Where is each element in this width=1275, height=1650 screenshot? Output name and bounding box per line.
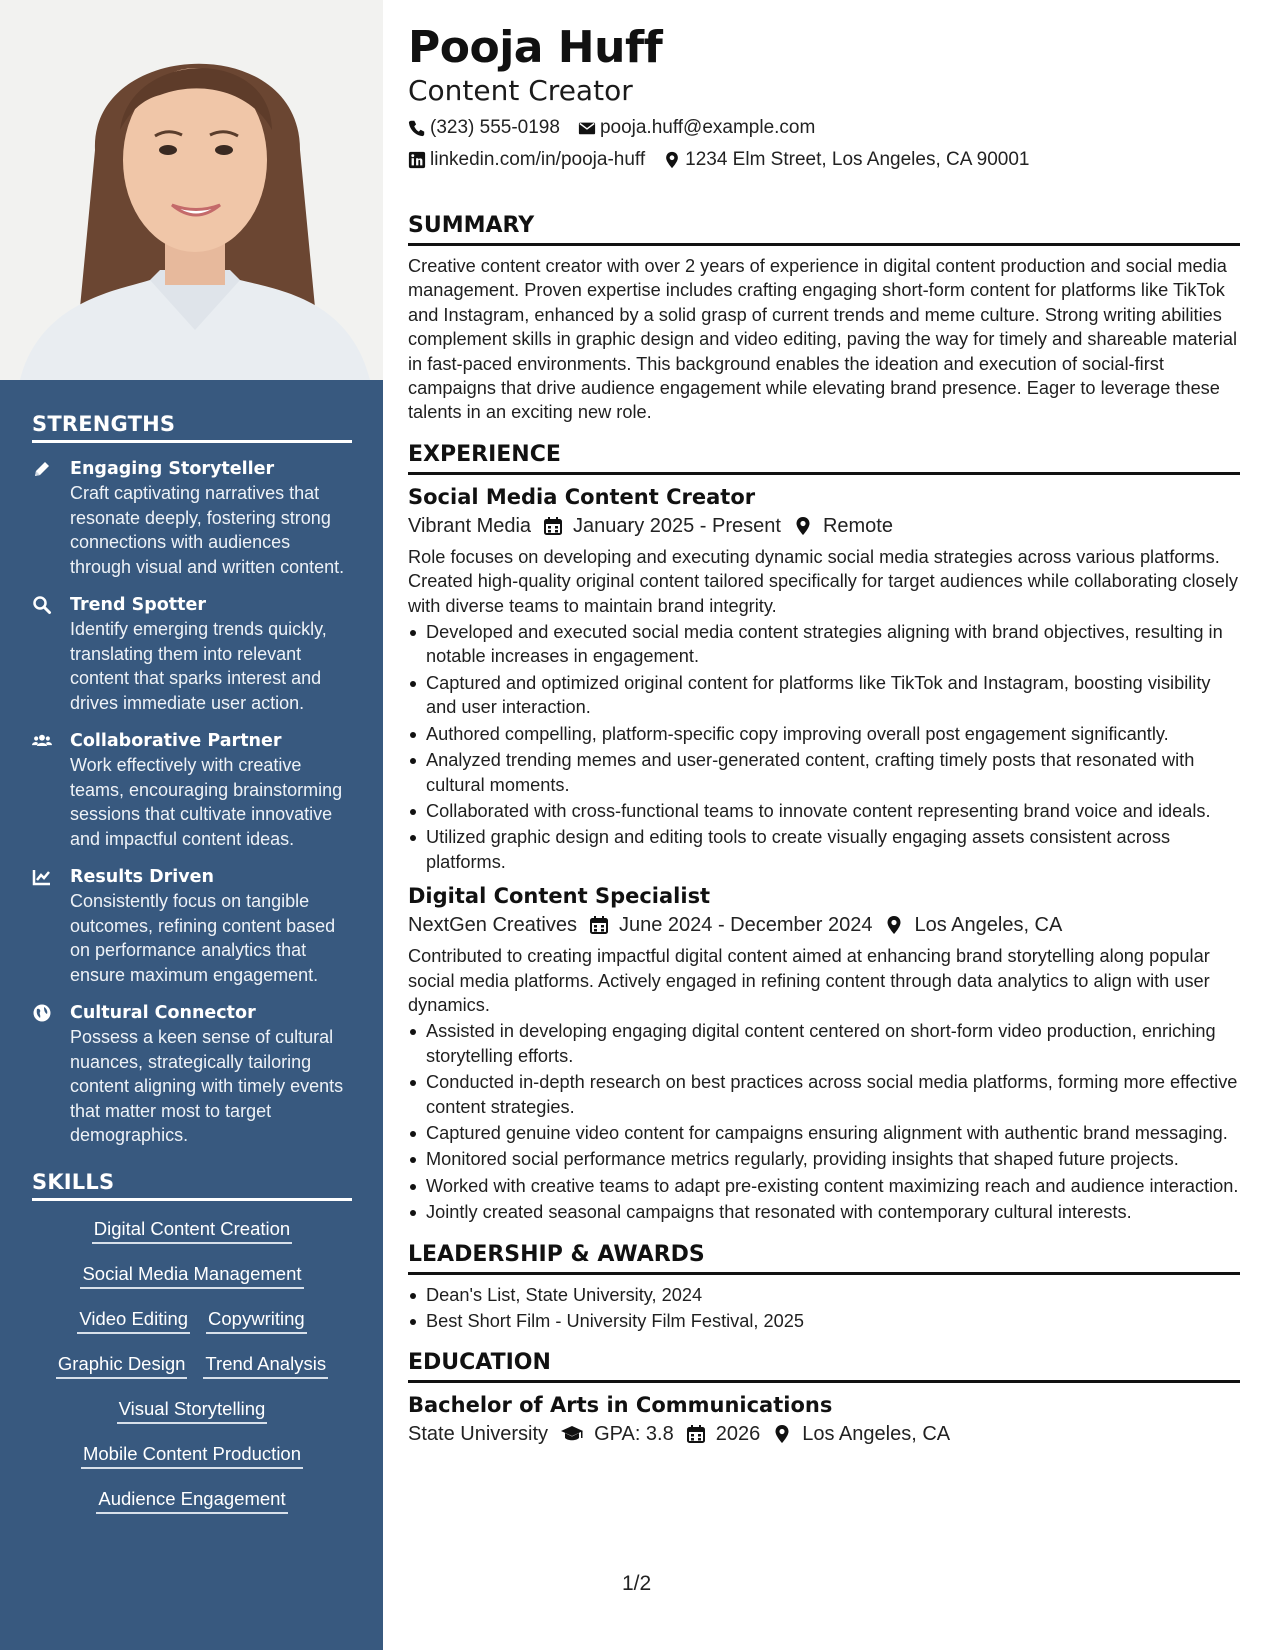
strength-description: Craft captivating narratives that resonate deeply, fostering strong connections with audiences through visual and written content. [70, 483, 345, 577]
education-section [408, 1349, 1240, 1449]
strength-description: Work effectively with creative teams, encouraging brainstorming sessions that cultivate innovative and impactful content ideas. [70, 755, 343, 849]
map-pin-icon [772, 1424, 792, 1444]
phone-text: (323) 555-0198 [430, 117, 560, 138]
list-item: Captured genuine video content for campaigns ensuring alignment with authentic brand messaging. [408, 1121, 1240, 1145]
skill-tag: Audience Engagement [96, 1487, 287, 1514]
job-meta [408, 910, 1240, 940]
calendar-icon [686, 1424, 706, 1444]
strength-item [32, 1001, 352, 1148]
job-location-text: Los Angeles, CA [914, 914, 1063, 937]
skill-tag: Copywriting [206, 1307, 307, 1334]
skill-tag: Digital Content Creation [92, 1217, 292, 1244]
strength-title: Results Driven [70, 867, 214, 887]
list-item: Developed and executed social media content strategies aligning with brand objectives, resulting in notable increases in engagement. [408, 620, 1240, 669]
search-icon [32, 593, 70, 715]
map-pin-icon [663, 151, 681, 169]
summary-text: Creative content creator with over 2 years of experience in digital content production and social media management. Proven expertise includes crafting engaging short-form content for platforms like TikTok and Instagram, enhanced by a solid grasp of current trends and meme culture. Strong writing abilities complement skills in graphic design and video editing, paving the way for timely and shareable material in fast-paced environments. This background enables the ideation and execution of social-first campaigns that drive audience engagement while elevating brand presence. Eager to leverage these talents in an exciting new role. [408, 256, 1237, 423]
main-content [408, 20, 1240, 1453]
summary-heading: SUMMARY [408, 212, 1240, 246]
list-item: Analyzed trending memes and user-generated content, crafting timely posts that resonated with cultural moments. [408, 748, 1240, 797]
job-location [793, 511, 893, 541]
education-heading: EDUCATION [408, 1349, 1240, 1383]
globe-icon [32, 1001, 70, 1148]
strength-title: Trend Spotter [70, 595, 206, 615]
linkedin-text: linkedin.com/in/pooja-huff [430, 149, 646, 170]
candidate-name: Pooja Huff [408, 22, 663, 73]
strength-item [32, 593, 352, 715]
degree-title: Bachelor of Arts in Communications [408, 1393, 833, 1418]
phone-icon [408, 119, 426, 137]
job-dates [543, 511, 781, 541]
strength-title: Collaborative Partner [70, 731, 282, 751]
contact-row [408, 148, 1240, 172]
pencil-icon [32, 457, 70, 579]
linkedin-icon [408, 151, 426, 169]
experience-section [408, 441, 1240, 1225]
awards-heading: LEADERSHIP & AWARDS [408, 1241, 1240, 1275]
strength-description: Consistently focus on tangible outcomes, refining content based on performance analytics that ensure maximum engagement. [70, 891, 336, 985]
strength-item [32, 865, 352, 987]
list-item: Authored compelling, platform-specific copy improving overall post engagement significantly. [408, 722, 1240, 746]
job-meta [408, 511, 1240, 541]
job-dates-text: June 2024 - December 2024 [618, 914, 873, 937]
email-contact[interactable] [578, 116, 815, 140]
strength-item [32, 457, 352, 579]
education-location-text: Los Angeles, CA [802, 1423, 951, 1446]
job-title: Social Media Content Creator [408, 484, 756, 509]
map-pin-icon [793, 516, 813, 536]
company-name: NextGen Creatives [408, 914, 577, 937]
linkedin-contact[interactable] [408, 148, 645, 172]
job-title: Digital Content Specialist [408, 884, 711, 909]
job-dates-text: January 2025 - Present [573, 514, 781, 537]
summary-section [408, 212, 1240, 425]
job-summary: Role focuses on developing and executing dynamic social media strategies across various platforms. Created high-quality original content tailored specifically for target audiences while collaborating closely with diverse teams to maintain brand integrity. [408, 546, 1239, 616]
strength-item [32, 729, 352, 851]
list-item: Conducted in-depth research on best practices across social media platforms, forming more effective content strategies. [408, 1070, 1240, 1119]
skill-tag: Visual Storytelling [117, 1397, 268, 1424]
skill-tag: Mobile Content Production [81, 1442, 303, 1469]
calendar-icon [589, 915, 609, 935]
skill-tag: Trend Analysis [203, 1352, 328, 1379]
skill-tag: Graphic Design [56, 1352, 188, 1379]
envelope-icon [578, 119, 596, 137]
candidate-role: Content Creator [408, 74, 633, 107]
job-summary: Contributed to creating impactful digital content aimed at enhancing brand storytelling along popular social media platforms. Actively engaged in refining content through data analytics to align with user dynamics. [408, 946, 1210, 1015]
chart-line-icon [32, 865, 70, 987]
users-icon [32, 729, 70, 851]
skills-heading: SKILLS [32, 1170, 352, 1201]
address-text: 1234 Elm Street, Los Angeles, CA 90001 [685, 149, 1030, 170]
page-number: 1/2 [622, 1572, 652, 1595]
map-pin-icon [884, 915, 904, 935]
list-item: Captured and optimized original content for platforms like TikTok and Instagram, boosting visibility and user interaction. [408, 671, 1240, 720]
list-item: Best Short Film - University Film Festival, 2025 [408, 1309, 1240, 1333]
gpa-text: GPA: 3.8 [594, 1423, 674, 1446]
strengths-heading: STRENGTHS [32, 412, 352, 443]
experience-heading: EXPERIENCE [408, 441, 1240, 475]
strength-description: Identify emerging trends quickly, translating them into relevant content that sparks interest and drives immediate user action. [70, 619, 327, 713]
job-bullets [408, 1019, 1240, 1224]
contact-row [408, 116, 1240, 140]
skill-tag: Video Editing [77, 1307, 190, 1334]
job-location [884, 910, 1062, 940]
education-meta [408, 1419, 1240, 1449]
list-item: Worked with creative teams to adapt pre-existing content maximizing reach and audience interaction. [408, 1174, 1240, 1198]
strength-description: Possess a keen sense of cultural nuances, strategically tailoring content aligning with timely events that matter most to target demographics. [70, 1027, 344, 1145]
strength-title: Cultural Connector [70, 1003, 256, 1023]
portrait-illustration [0, 0, 383, 380]
job-entry [408, 483, 1240, 874]
awards-section [408, 1241, 1240, 1334]
list-item: Monitored social performance metrics regularly, providing insights that shaped future projects. [408, 1147, 1240, 1171]
graduation-cap-icon [560, 1424, 584, 1444]
sidebar [0, 0, 383, 1650]
education-location [772, 1419, 950, 1449]
job-dates [589, 910, 873, 940]
email-text: pooja.huff@example.com [599, 117, 816, 138]
phone-contact[interactable] [408, 116, 560, 140]
list-item: Collaborated with cross-functional teams to innovate content representing brand voice and ideals. [408, 799, 1240, 823]
graduation-year-text: 2026 [715, 1423, 761, 1446]
skill-tag: Social Media Management [80, 1262, 303, 1289]
address-contact [663, 148, 1029, 172]
list-item: Dean's List, State University, 2024 [408, 1283, 1240, 1307]
job-entry [408, 882, 1240, 1224]
awards-list [408, 1283, 1240, 1334]
list-item: Jointly created seasonal campaigns that resonated with contemporary cultural interests. [408, 1200, 1240, 1224]
profile-photo [0, 0, 383, 380]
calendar-icon [543, 516, 563, 536]
school-name: State University [408, 1423, 549, 1446]
list-item: Utilized graphic design and editing tools to create visually engaging assets consistent across platforms. [408, 825, 1240, 874]
gpa [560, 1419, 674, 1449]
company-name: Vibrant Media [408, 514, 532, 537]
strength-title: Engaging Storyteller [70, 459, 275, 479]
list-item: Assisted in developing engaging digital content centered on short-form video production, enriching storytelling efforts. [408, 1019, 1240, 1068]
job-bullets [408, 620, 1240, 874]
job-location-text: Remote [822, 514, 893, 537]
graduation-year [686, 1419, 761, 1449]
